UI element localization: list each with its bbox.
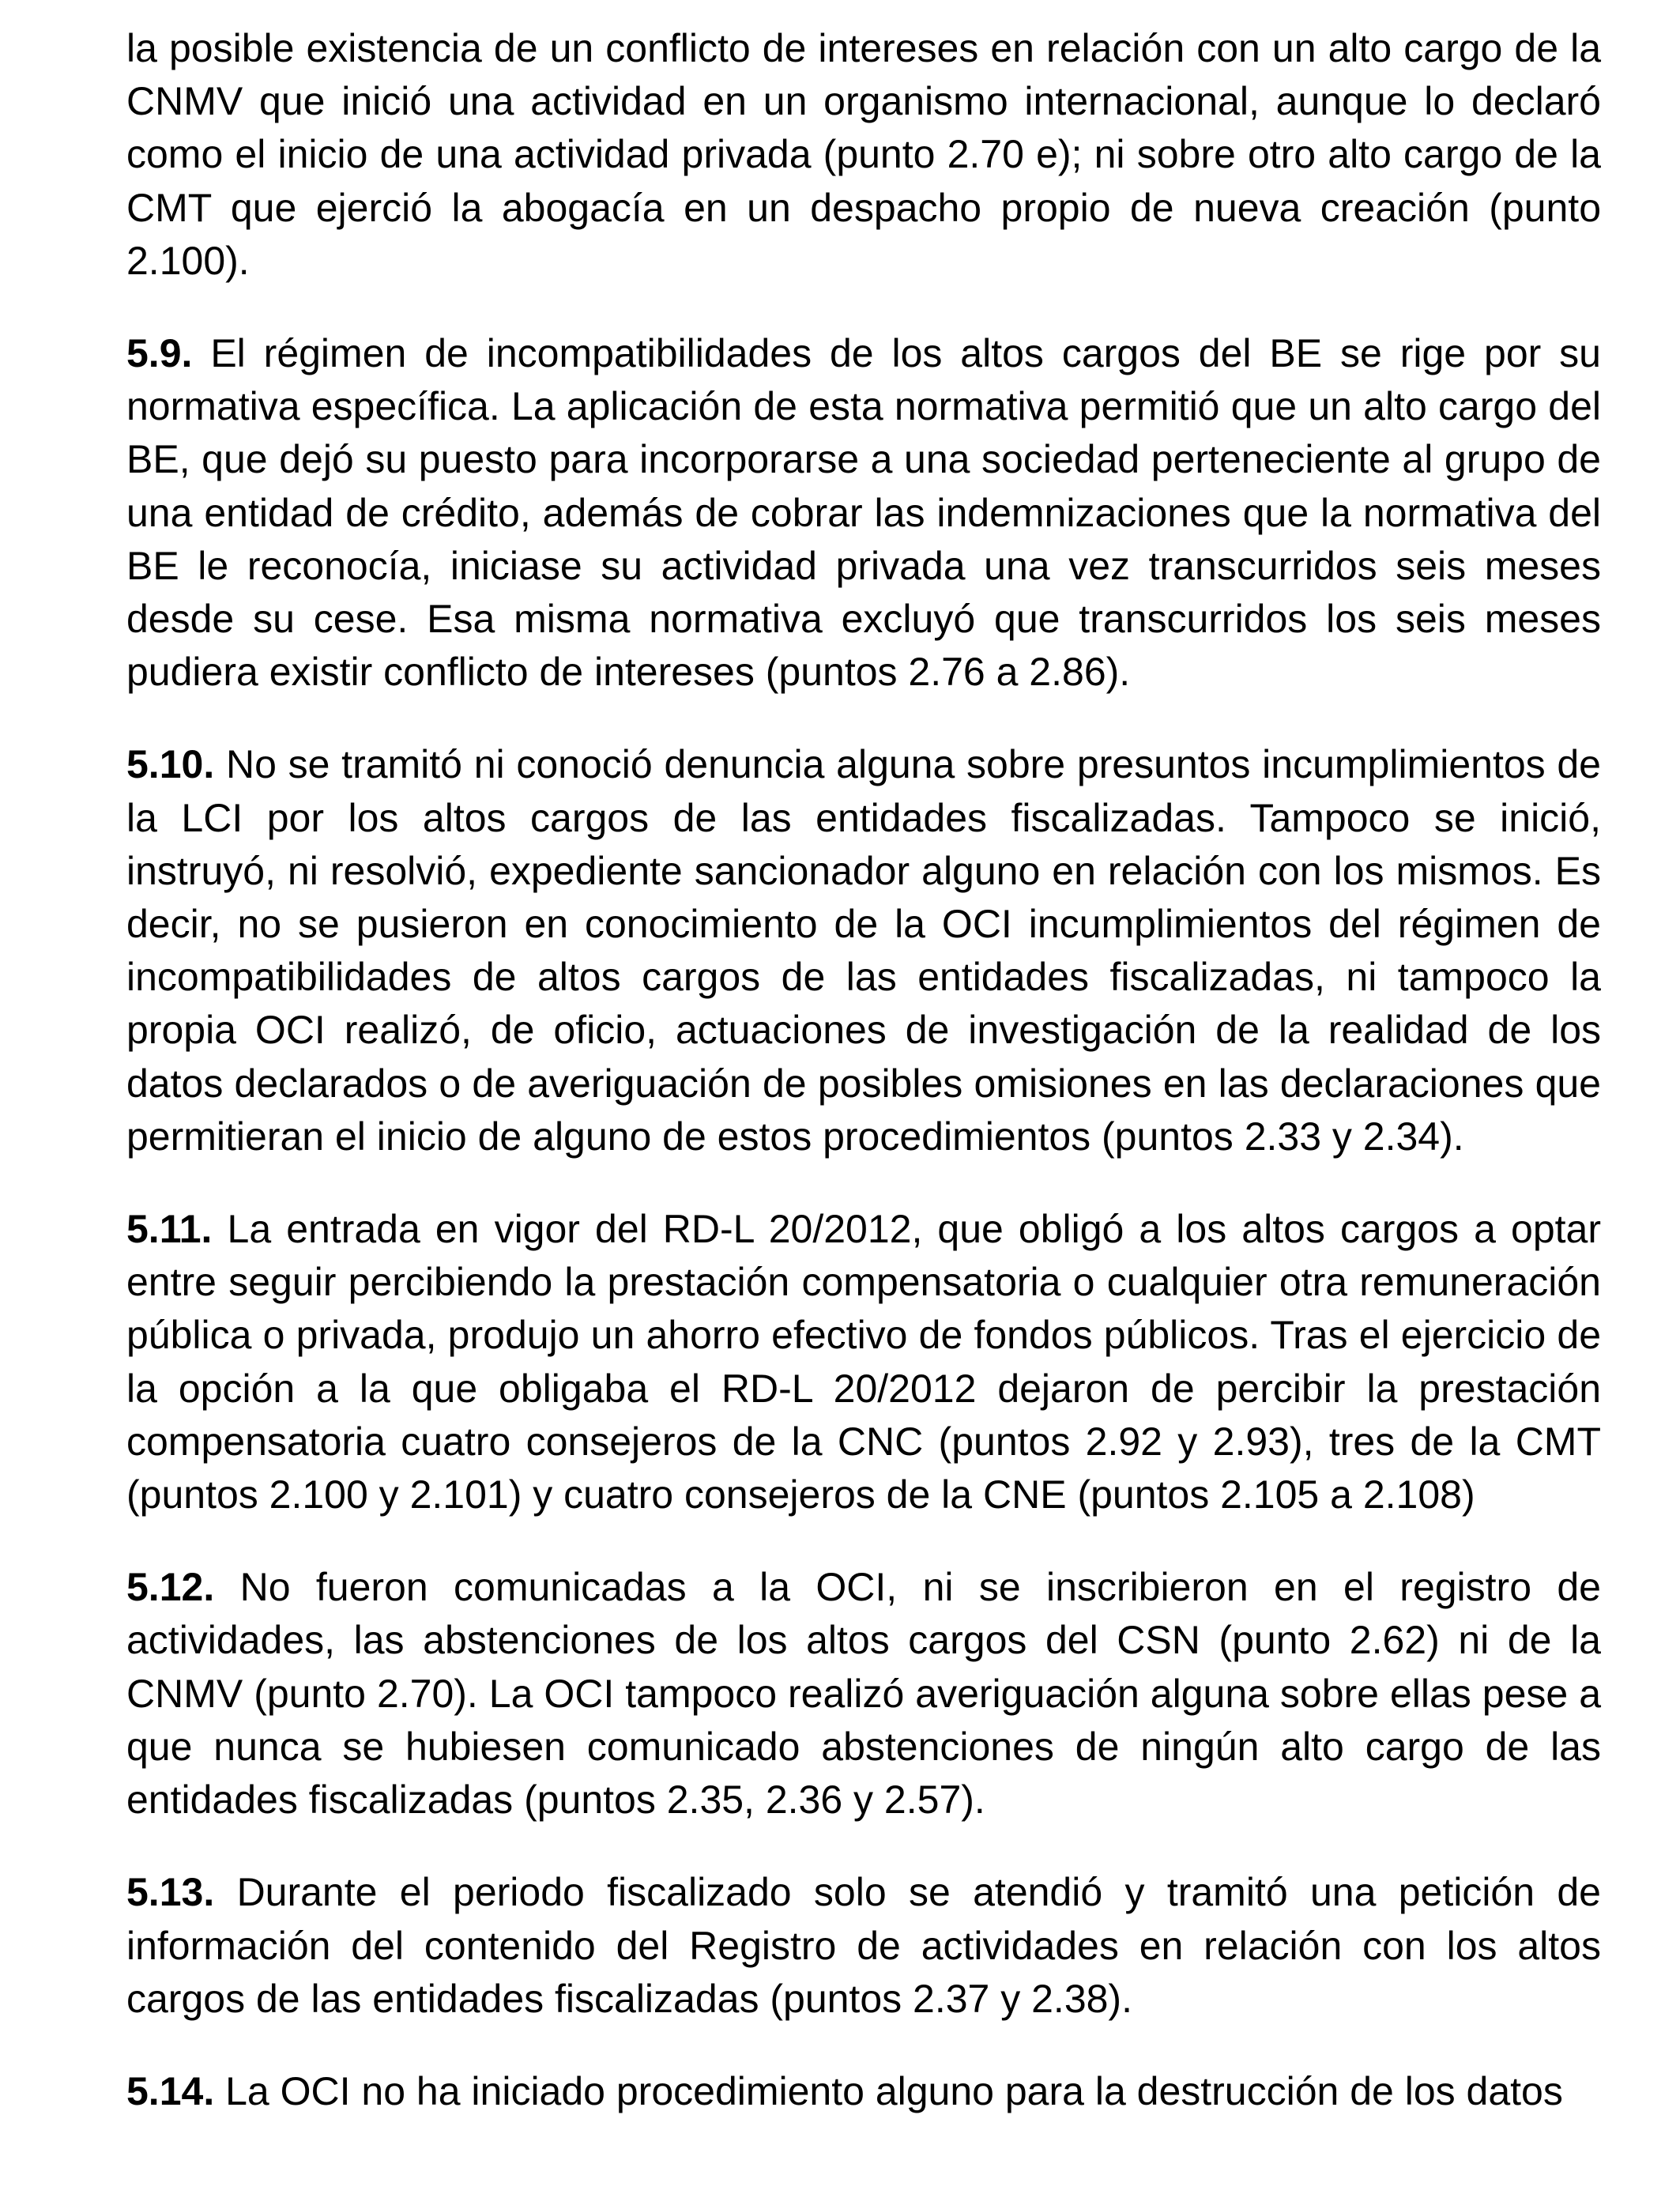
paragraph-text: El régimen de incompatibilidades de los altos cargos del BE se rige por su normativa específica. La aplicación de esta normativa permitió que un alto cargo del BE, que dejó su puesto para incorporarse a una sociedad perteneciente al grupo de una entidad de crédito, además de cobrar las indemnizaciones que la normativa del BE le reconocía, iniciase su actividad privada una vez transcurridos seis meses desde su cese. Esa misma normativa excluyó que transcurridos los seis meses pudiera existir conflicto de intereses (puntos 2.76 a 2.86). xyxy=(126,331,1601,695)
paragraph-continuation xyxy=(126,22,1601,288)
paragraph-5-11 xyxy=(126,1203,1601,1521)
paragraph-number: 5.10. xyxy=(126,742,215,787)
paragraph-text: No se tramitó ni conoció denuncia alguna sobre presuntos incumplimientos de la LCI por los altos cargos de las entidades fiscalizadas. Tampoco se inició, instruyó, ni resolvió, expediente sancionador alguno en relación con los mismos. Es decir, no se pusieron en conocimiento de la OCI incumplimientos del régimen de incompatibilidades de altos cargos de las entidades fiscalizadas, ni tampoco la propia OCI realizó, de oficio, actuaciones de investigación de la realidad de los datos declarados o de averiguación de posibles omisiones en las declaraciones que permitieran el inicio de alguno de estos procedimientos (puntos 2.33 y 2.34). xyxy=(126,742,1601,1159)
paragraph-text: La OCI no ha iniciado procedimiento alguno para la destrucción de los datos xyxy=(225,2068,1563,2113)
paragraph-text: la posible existencia de un conflicto de intereses en relación con un alto cargo de la CNMV que inició una actividad en un organismo internacional, aunque lo declaró como el inicio de una actividad privada (punto 2.70 e); ni sobre otro alto cargo de la CMT que ejerció la abogacía en un despacho propio de nueva creación (punto 2.100). xyxy=(126,26,1601,283)
paragraph-5-13 xyxy=(126,1866,1601,2026)
paragraph-5-10 xyxy=(126,738,1601,1163)
paragraph-text: Durante el periodo fiscalizado solo se atendió y tramitó una petición de información del contenido del Registro de actividades en relación con los altos cargos de las entidades fiscalizadas (puntos 2.37 y 2.38). xyxy=(126,1870,1601,2021)
paragraph-number: 5.14. xyxy=(126,2068,215,2113)
paragraph-text: La entrada en vigor del RD-L 20/2012, que obligó a los altos cargos a optar entre seguir percibiendo la prestación compensatoria o cualquier otra remuneración pública o privada, produjo un ahorro efectivo de fondos públicos. Tras el ejercicio de la opción a la que obligaba el RD-L 20/2012 dejaron de percibir la prestación compensatoria cuatro consejeros de la CNC (puntos 2.92 y 2.93), tres de la CMT (puntos 2.100 y 2.101) y cuatro consejeros de la CNE (puntos 2.105 a 2.108) xyxy=(126,1207,1601,1517)
paragraph-number: 5.12. xyxy=(126,1565,215,1610)
paragraph-5-9 xyxy=(126,327,1601,699)
paragraph-number: 5.13. xyxy=(126,1870,215,1915)
paragraph-number: 5.11. xyxy=(126,1207,213,1252)
paragraph-text: No fueron comunicadas a la OCI, ni se inscribieron en el registro de actividades, las abstenciones de los altos cargos del CSN (punto 2.62) ni de la CNMV (punto 2.70). La OCI tampoco realizó averiguación alguna sobre ellas pese a que nunca se hubiesen comunicado abstenciones de ningún alto cargo de las entidades fiscalizadas (puntos 2.35, 2.36 y 2.57). xyxy=(126,1565,1601,1823)
paragraph-5-12 xyxy=(126,1561,1601,1826)
paragraph-5-14 xyxy=(126,2065,1601,2118)
paragraph-number: 5.9. xyxy=(126,331,193,376)
document-page xyxy=(126,22,1601,2118)
